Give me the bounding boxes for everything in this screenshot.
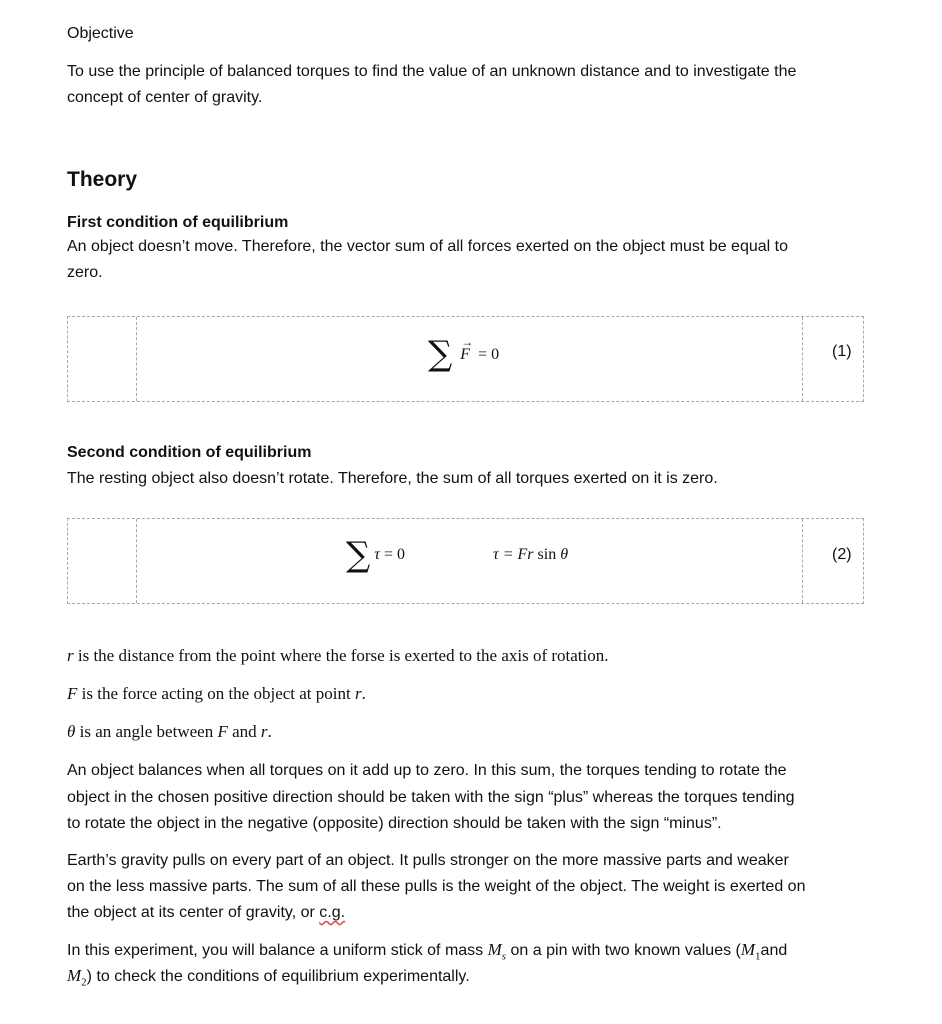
theory-heading: Theory	[67, 168, 138, 191]
second-condition-line-1: The resting object also doesn’t rotate. Therefore, the sum of all torques exerted on it is zero.	[67, 470, 718, 487]
equation-2-right-cell	[802, 519, 803, 603]
paragraph-1-line-3: to rotate the object in the negative (opposite) direction should be taken with the sign “minus”.	[67, 815, 722, 832]
paragraph-3-text-a: In this experiment, you will balance a uniform stick of mass	[67, 942, 488, 959]
tau-symbol: τ	[374, 546, 381, 563]
paragraph-2-line-2: on the less massive parts. The sum of all these pulls is the weight of the object. The weight is exerted on	[67, 878, 806, 895]
first-condition-line-2: zero.	[67, 264, 103, 281]
paragraph-2-line-1: Earth’s gravity pulls on every part of an object. It pulls stronger on the more massive parts and weaker	[67, 852, 789, 869]
paragraph-3-line-2	[67, 963, 470, 995]
paragraph-1-line-1: An object balances when all torques on it add up to zero. In this sum, the torques tending to rotate the	[67, 762, 787, 779]
definition-f-text: is the force acting on the object at point	[77, 684, 355, 703]
mass-stick-symbol: $M_s$	[487, 940, 507, 963]
definition-theta	[67, 722, 272, 742]
equation-2-number: (2)	[832, 546, 852, 563]
first-condition-line-1: An object doesn’t move. Therefore, the vector sum of all forces exerted on the object must be equal to	[67, 238, 788, 255]
f-symbol: F	[217, 722, 228, 741]
equation-1-left-cell	[136, 317, 137, 401]
definition-r	[67, 646, 609, 666]
theta-symbol: θ	[67, 722, 76, 741]
r-symbol: r	[67, 646, 74, 665]
period: .	[267, 722, 272, 741]
objective-line-2: concept of center of gravity.	[67, 89, 263, 106]
paragraph-3-text-b: on a pin with two known values (	[506, 942, 741, 959]
equation-2-torque-formula	[493, 546, 568, 564]
torque-sin: sin	[537, 546, 557, 563]
equation-2-left-cell	[136, 519, 137, 603]
mass-1-symbol: $M_1$	[740, 940, 761, 963]
mass-2-symbol: $M_2$	[67, 966, 87, 989]
equation-2-table	[67, 518, 864, 604]
torque-lhs: τ =	[493, 546, 518, 563]
definition-r-text: is the distance from the point where the forse is exerted to the axis of rotation.	[73, 646, 609, 665]
equation-1-number: (1)	[832, 343, 852, 360]
definition-theta-text: is an angle between	[75, 722, 218, 741]
paragraph-3-text-c: and	[760, 942, 788, 959]
paragraph-3-text-d: ) to check the conditions of equilibrium experimentally.	[86, 968, 470, 985]
sigma-symbol: ∑	[428, 334, 453, 374]
definition-f	[67, 684, 366, 704]
equation-1-rhs: = 0	[478, 346, 500, 363]
equation-2-sum-formula	[346, 535, 406, 575]
second-condition-heading: Second condition of equilibrium	[67, 444, 312, 461]
and-text: and	[227, 722, 261, 741]
center-of-gravity-abbrev: c.g.	[319, 904, 346, 921]
torque-theta: θ	[560, 546, 569, 563]
f-symbol: F	[67, 684, 78, 703]
force-symbol: F	[460, 346, 471, 363]
r-symbol: r	[354, 684, 362, 703]
objective-line-1: To use the principle of balanced torques to find the value of an unknown distance and to investigate the	[67, 63, 797, 80]
objective-heading: Objective	[67, 25, 134, 42]
r-symbol: r	[260, 722, 268, 741]
sigma-symbol: ∑	[346, 535, 371, 575]
equation-1-formula: ∑ → F = 0	[428, 334, 500, 374]
equation-1-table	[67, 316, 864, 402]
torque-fr: Fr	[517, 546, 534, 563]
equation-1-right-cell	[802, 317, 803, 401]
first-condition-heading: First condition of equilibrium	[67, 214, 289, 231]
paragraph-2-line-3-text: the object at its center of gravity, or	[67, 904, 320, 921]
equation-2-rhs: = 0	[384, 546, 406, 563]
period: .	[361, 684, 366, 703]
paragraph-2-line-3	[67, 900, 345, 926]
paragraph-1-line-2: object in the chosen positive direction should be taken with the sign “plus” whereas the torques tending	[67, 789, 795, 806]
